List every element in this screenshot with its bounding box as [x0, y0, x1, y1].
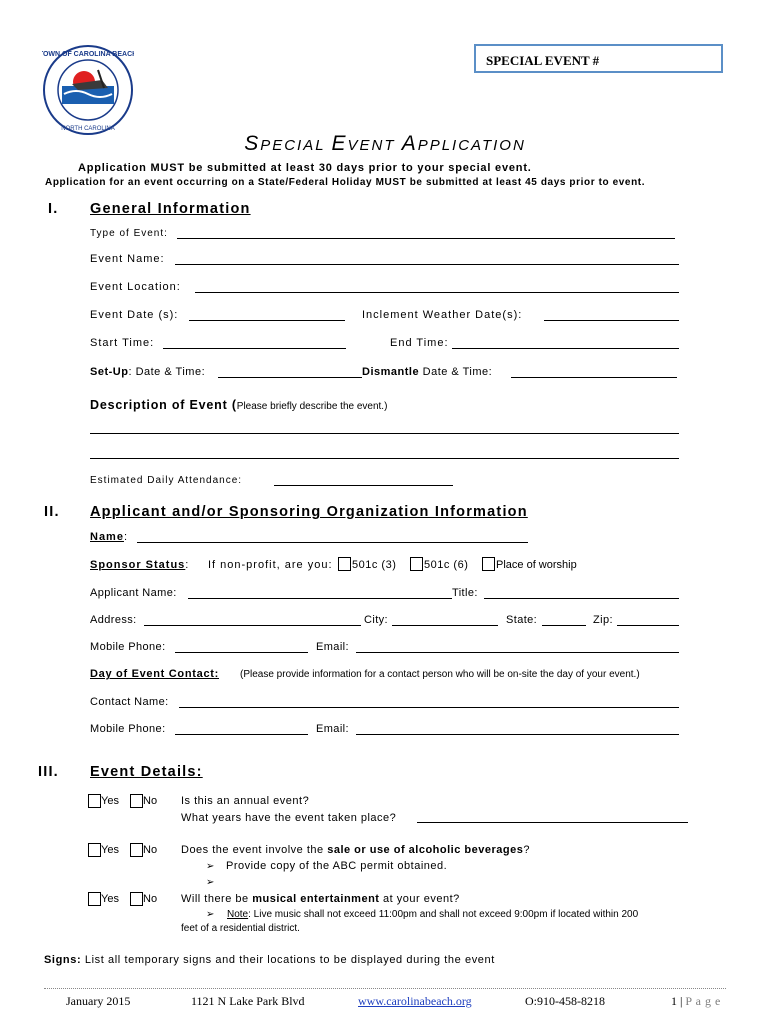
event-name-field[interactable] — [175, 264, 679, 265]
city-label: City: — [364, 614, 388, 626]
state-label: State: — [506, 614, 538, 626]
footer-page-number: 1 | P a g e — [671, 994, 721, 1008]
description-label: Description of Event (Please briefly describe the event.) — [90, 398, 388, 412]
contact-mobile-label: Mobile Phone: — [90, 723, 166, 735]
inclement-date-field[interactable] — [544, 320, 679, 321]
name-field[interactable] — [137, 542, 528, 543]
email-label: Email: — [316, 641, 349, 653]
section-3-heading: Event Details: — [90, 764, 203, 780]
attendance-label: Estimated Daily Attendance: — [90, 475, 243, 486]
q2-yes-label: Yes — [101, 844, 119, 856]
bullet-icon: ➢ — [206, 861, 215, 872]
footer-phone: O:910-458-8218 — [525, 994, 605, 1008]
attendance-field[interactable] — [274, 485, 453, 486]
q3-music-note: Note: Live music shall not exceed 11:00pm and shall not exceed 9:00pm if located within 200 — [227, 909, 639, 920]
footer-address: 1121 N Lake Park Blvd — [191, 994, 305, 1008]
event-location-label: Event Location: — [90, 281, 181, 293]
checkbox-501c6[interactable] — [410, 557, 423, 571]
event-location-field[interactable] — [195, 292, 679, 293]
zip-label: Zip: — [593, 614, 613, 626]
checkbox-501c3[interactable] — [338, 557, 351, 571]
dismantle-label: Dismantle Date & Time: — [362, 366, 493, 378]
event-date-field[interactable] — [189, 320, 345, 321]
sponsor-status-label: Sponsor Status: — [90, 559, 190, 571]
email-field[interactable] — [356, 652, 679, 653]
q3-no-checkbox[interactable] — [130, 892, 143, 906]
notice-30-days: Application MUST be submitted at least 30 days prior to your special event. — [78, 162, 532, 174]
contact-mobile-field[interactable] — [175, 734, 308, 735]
event-date-label: Event Date (s): — [90, 309, 179, 321]
setup-field[interactable] — [218, 377, 362, 378]
q1-no-checkbox[interactable] — [130, 794, 143, 808]
q2-no-checkbox[interactable] — [130, 843, 143, 857]
q3-music-question: Will there be musical entertainment at your event? — [181, 893, 460, 905]
start-time-field[interactable] — [163, 348, 346, 349]
title-label: Title: — [452, 587, 478, 599]
svg-text:NORTH CAROLINA: NORTH CAROLINA — [61, 126, 115, 132]
description-line-2[interactable] — [90, 458, 679, 459]
q1-yes-checkbox[interactable] — [88, 794, 101, 808]
q1-years-label: What years have the event taken place? — [181, 812, 397, 824]
state-field[interactable] — [542, 625, 586, 626]
option-501c6: 501c (6) — [424, 559, 469, 571]
mobile-phone-label: Mobile Phone: — [90, 641, 166, 653]
option-501c3: 501c (3) — [352, 559, 397, 571]
signs-label: Signs: List all temporary signs and their locations to be displayed during the event — [44, 954, 495, 966]
applicant-name-field[interactable] — [188, 598, 452, 599]
section-1-heading: General Information — [90, 201, 251, 217]
q2-alcohol-question: Does the event involve the sale or use of alcoholic beverages? — [181, 844, 530, 856]
city-field[interactable] — [392, 625, 498, 626]
mobile-phone-field[interactable] — [175, 652, 308, 653]
option-place-of-worship: Place of worship — [496, 559, 577, 571]
contact-email-field[interactable] — [356, 734, 679, 735]
event-name-label: Event Name: — [90, 253, 165, 265]
q2-no-label: No — [143, 844, 158, 856]
q2-yes-checkbox[interactable] — [88, 843, 101, 857]
address-label: Address: — [90, 614, 137, 626]
start-time-label: Start Time: — [90, 337, 155, 349]
q1-years-field[interactable] — [417, 822, 688, 823]
notice-45-days: Application for an event occurring on a State/Federal Holiday MUST be submitted at least 45 days prior to event. — [45, 177, 646, 188]
type-of-event-label: Type of Event: — [90, 228, 168, 239]
checkbox-place-of-worship[interactable] — [482, 557, 495, 571]
q1-annual-event: Is this an annual event? — [181, 795, 310, 807]
address-field[interactable] — [144, 625, 361, 626]
page-title: SPECIAL EVENT APPLICATION — [244, 132, 526, 155]
bullet-icon: ➢ — [206, 909, 215, 920]
q3-yes-label: Yes — [101, 893, 119, 905]
footer-date: January 2015 — [66, 994, 131, 1008]
name-label: Name: — [90, 531, 129, 543]
q3-yes-checkbox[interactable] — [88, 892, 101, 906]
day-of-event-contact-label: Day of Event Contact: — [90, 668, 219, 680]
q3-music-note-continued: feet of a residential district. — [181, 923, 300, 934]
town-seal-logo — [42, 44, 134, 136]
contact-email-label: Email: — [316, 723, 349, 735]
contact-name-field[interactable] — [179, 707, 679, 708]
q2-abc-permit-note: Provide copy of the ABC permit obtained. — [226, 860, 448, 872]
type-of-event-field[interactable] — [177, 238, 675, 239]
q1-yes-label: Yes — [101, 795, 119, 807]
setup-label: Set-Up: Date & Time: — [90, 366, 206, 378]
end-time-field[interactable] — [452, 348, 679, 349]
section-3-numeral: III. — [38, 764, 59, 780]
dismantle-field[interactable] — [511, 377, 677, 378]
title-field[interactable] — [484, 598, 679, 599]
nonprofit-label: If non-profit, are you: — [208, 559, 333, 571]
footer-website-link[interactable]: www.carolinabeach.org — [358, 994, 472, 1008]
applicant-name-label: Applicant Name: — [90, 587, 177, 599]
contact-name-label: Contact Name: — [90, 696, 169, 708]
special-event-number-label: SPECIAL EVENT # — [486, 53, 600, 68]
bullet-icon: ➢ — [206, 877, 215, 888]
section-2-numeral: II. — [44, 504, 60, 520]
zip-field[interactable] — [617, 625, 679, 626]
inclement-date-label: Inclement Weather Date(s): — [362, 309, 523, 321]
svg-text:TOWN OF CAROLINA BEACH: TOWN OF CAROLINA BEACH — [42, 51, 134, 58]
end-time-label: End Time: — [390, 337, 449, 349]
section-1-numeral: I. — [48, 201, 59, 217]
q1-no-label: No — [143, 795, 158, 807]
section-2-heading: Applicant and/or Sponsoring Organization Information — [90, 504, 528, 520]
day-of-event-contact-note: (Please provide information for a contact person who will be on-site the day of your event.) — [240, 669, 640, 680]
q3-no-label: No — [143, 893, 158, 905]
special-event-number-box[interactable] — [474, 44, 723, 73]
footer-divider — [44, 988, 726, 989]
description-line-1[interactable] — [90, 433, 679, 434]
